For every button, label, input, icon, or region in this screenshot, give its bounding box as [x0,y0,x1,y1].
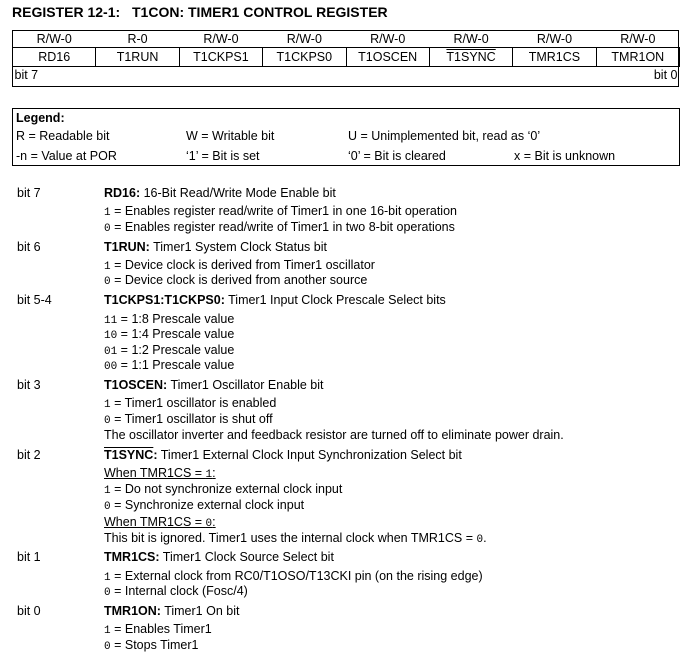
bit-label: bit 7 [17,186,41,200]
bit-option [104,273,367,288]
access-cell: R/W-0 [453,31,489,46]
condition-label: When TMR1CS = 1: [104,466,216,481]
bit-name-cell: T1RUN [96,48,179,67]
bit-description: Timer1 Input Clock Prescale Select bits [224,293,446,307]
bit-name: TMR1CS: [104,550,160,564]
legend-item: U = Unimplemented bit, read as ‘0’ [348,129,541,143]
legend-item: R = Readable bit [16,129,110,143]
option-text: = Do not synchronize external clock input [110,482,343,496]
option-text: = External clock from RC0/T1OSO/T13CKI pin (on the rising edge) [110,569,483,583]
bit-option [104,569,483,584]
option-text: = Enables Timer1 [110,622,212,636]
option-value: 1 [104,207,111,219]
option-value: 00 [104,361,118,373]
option-value: 0 [104,501,111,513]
legend-item: -n = Value at POR [16,149,117,163]
bit-option [104,638,199,653]
bit-option [104,204,457,219]
bit-name-cell: T1CKPS0 [263,48,346,67]
bit-label: bit 0 [17,604,41,618]
legend-item: W = Writable bit [186,129,275,143]
bit-description: 16-Bit Read/Write Mode Enable bit [140,186,336,200]
bit-option [104,584,248,599]
option-value: 1 [104,572,111,584]
access-cell: R/W-0 [203,31,239,46]
access-cell: R/W-0 [286,31,322,46]
access-row [13,30,680,48]
bit-name: T1RUN: [104,240,150,254]
bit-index-row [13,67,680,84]
bit-label: bit 1 [17,550,41,564]
option-text: = Timer1 oscillator is enabled [110,396,277,410]
legend-item: ‘0’ = Bit is cleared [348,149,446,163]
bit-description: Timer1 Oscillator Enable bit [167,378,324,392]
bit-heading [104,378,324,392]
bit-option [104,498,304,513]
bit-label: bit 6 [17,240,41,254]
bit-heading [104,550,334,564]
option-value: 0 [104,641,111,653]
bit-option [104,482,342,497]
access-cell: R/W-0 [620,31,656,46]
option-value: 1 [104,485,111,497]
option-text: = 1:4 Prescale value [117,327,235,341]
bit-heading [104,240,327,254]
bit-name-cell: RD16 [13,48,96,67]
option-text: = Synchronize external clock input [110,498,305,512]
option-value: 01 [104,346,118,358]
bit-note: The oscillator inverter and feedback resistor are turned off to eliminate power drain. [104,428,564,442]
option-text: = 1:1 Prescale value [117,358,235,372]
option-text: = Stops Timer1 [110,638,199,652]
bit-description: Timer1 System Clock Status bit [149,240,327,254]
bit-high-label: bit 7 [14,68,39,82]
option-value: 1 [104,625,111,637]
register-table [12,30,680,83]
bit-note: This bit is ignored. Timer1 uses the internal clock when TMR1CS = 0. [104,531,487,546]
option-text: = Internal clock (Fosc/4) [110,584,248,598]
bit-heading [104,604,239,618]
option-text: = Device clock is derived from Timer1 oscillator [110,258,375,272]
bit-name: RD16: [104,186,141,200]
bit-option [104,343,234,358]
bit-name: T1CKPS1:T1CKPS0: [104,293,225,307]
bit-description: Timer1 On bit [160,604,240,618]
access-cell: R/W-0 [536,31,573,46]
bit-option [104,396,276,411]
condition-label: When TMR1CS = 0: [104,515,216,530]
legend-item: x = Bit is unknown [514,149,616,163]
option-text: = Enables register read/write of Timer1 in two 8-bit operations [110,220,455,234]
bit-label: bit 3 [17,378,41,392]
bit-name-cell: T1SYNC [429,48,512,67]
bit-description: Timer1 Clock Source Select bit [159,550,334,564]
bit-name: T1SYNC [104,448,154,462]
bit-heading [104,293,446,307]
register-title [12,4,388,20]
bit-name-cell: T1OSCEN [346,48,429,67]
option-value: 10 [104,330,118,342]
bit-label: bit 5-4 [17,293,52,307]
access-cell: R-0 [127,31,148,46]
option-value: 0 [104,415,111,427]
bit-name-cell: T1CKPS1 [179,48,262,67]
bit-description: Timer1 External Clock Input Synchronization Select bit [157,448,462,462]
bit-low-label: bit 0 [653,68,678,82]
option-text: = 1:2 Prescale value [117,343,235,357]
bit-option [104,622,212,637]
bit-option [104,220,455,235]
register-number: REGISTER 12-1: [12,4,121,20]
option-text: = Enables register read/write of Timer1 in one 16-bit operation [110,204,457,218]
option-value: 1 [104,399,111,411]
bit-name: TMR1ON: [104,604,161,618]
access-cell: R/W-0 [36,31,72,46]
register-name: T1CON: TIMER1 CONTROL REGISTER [132,4,388,20]
option-value: 0 [104,223,111,235]
bit-heading [104,448,462,462]
option-text: = Timer1 oscillator is shut off [110,412,273,426]
access-cell: R/W-0 [370,31,406,46]
option-value: 0 [104,276,111,288]
bit-option [104,327,234,342]
option-value: 11 [104,315,118,327]
names-row [13,48,680,67]
bit-name: T1OSCEN: [104,378,168,392]
bit-option [104,412,273,427]
bit-heading [104,186,336,200]
option-value: 1 [104,261,111,273]
bit-name-cell: TMR1CS [513,48,596,67]
bit-option [104,312,234,327]
option-text: = 1:8 Prescale value [117,312,235,326]
bit-option [104,258,375,273]
bit-name-cell: TMR1ON [596,48,679,67]
legend-item: ‘1’ = Bit is set [186,149,260,163]
option-value: 0 [104,587,111,599]
legend-title: Legend: [16,111,65,125]
option-text: = Device clock is derived from another source [110,273,368,287]
bit-label: bit 2 [17,448,41,462]
bit-option [104,358,234,373]
bit-name-colon: : [153,448,158,462]
